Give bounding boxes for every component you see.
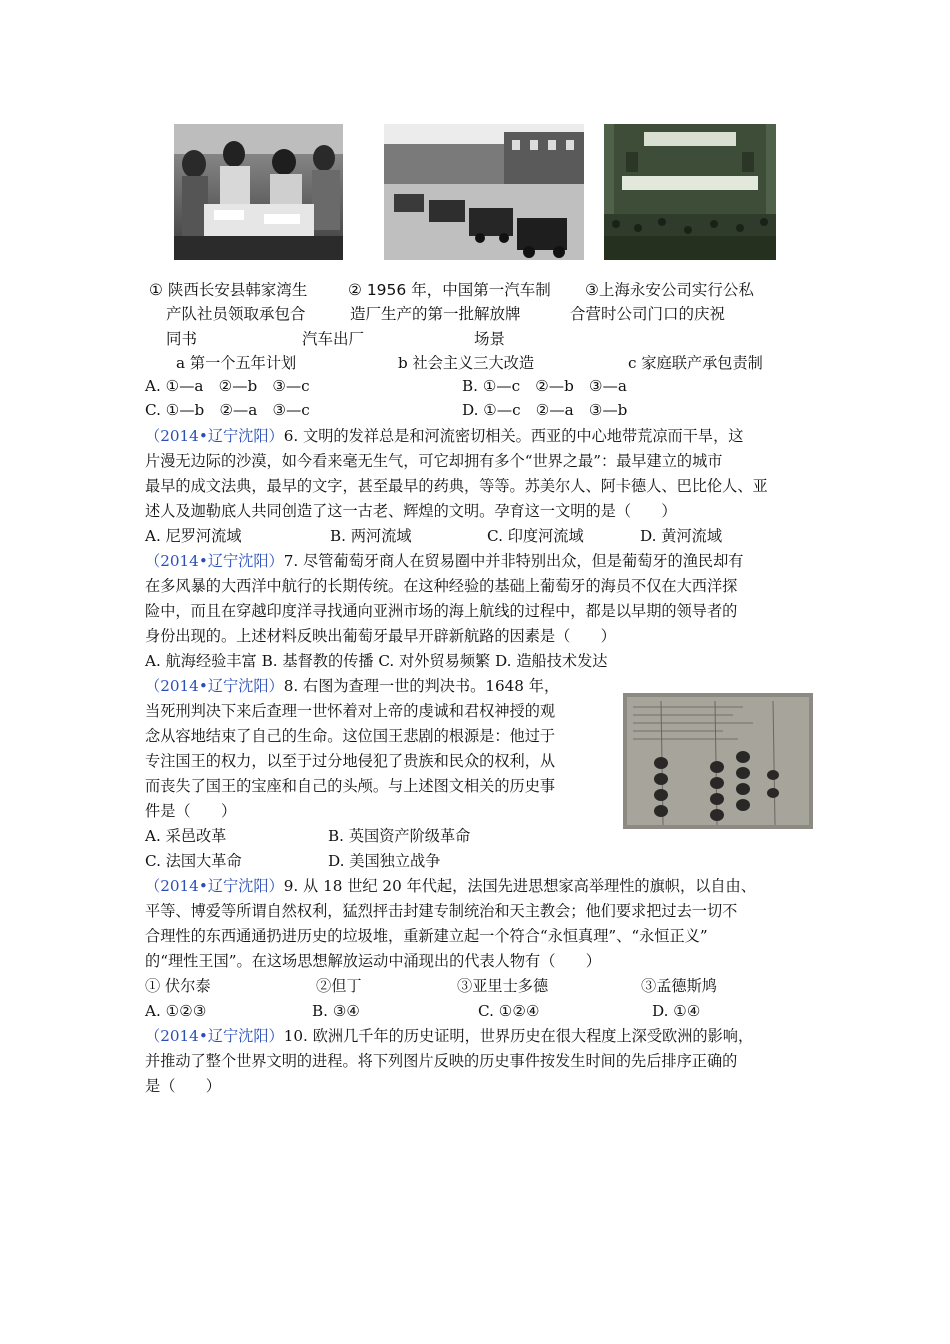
- q10-source: （2014•辽宁沈阳）: [145, 1027, 284, 1045]
- q9-option-a[interactable]: A. ①②③: [145, 1002, 207, 1020]
- q6-line-3: 最早的成文法典，最早的文字，甚至最早的药典，等等。苏美尔人、阿卡德人、巴比伦人、亚: [145, 477, 768, 495]
- q7-source: （2014•辽宁沈阳）: [145, 552, 284, 570]
- q7-options[interactable]: A. 航海经验丰富 B. 基督教的传播 C. 对外贸易频繁 D. 造船技术发达: [145, 652, 608, 670]
- q7-text-1: 7. 尽管葡萄牙商人在贸易圈中并非特别出众，但是葡萄牙的渔民却有: [283, 552, 744, 570]
- q6-line-1: [145, 424, 744, 448]
- q10-line-1: [145, 1024, 753, 1048]
- q6-option-a[interactable]: A. 尼罗河流域: [145, 527, 242, 545]
- photo-death-warrant: [623, 693, 813, 829]
- q8-option-b[interactable]: B. 英国资产阶级革命: [328, 827, 471, 845]
- photo-wingon-celebration: [604, 124, 776, 260]
- photo-contract-signing: [174, 124, 343, 260]
- q9-option-d[interactable]: D. ①④: [652, 1002, 701, 1020]
- q9-line-2: 平等、博爱等所谓自然权利，猛烈抨击封建专制统治和天主教会；他们要求把过去一切不: [145, 902, 738, 920]
- q8-line-5: 而丧失了国王的宝座和自己的头颅。与上述图文相关的历史事: [145, 777, 556, 795]
- q5-option-a[interactable]: A. ①—a ②—b ③—c: [145, 377, 310, 395]
- q5-option-c[interactable]: C. ①—b ②—a ③—c: [145, 401, 310, 419]
- q6-source: （2014•辽宁沈阳）: [145, 427, 284, 445]
- photo2-caption-line1: ② 1956 年，中国第一汽车制: [348, 281, 551, 299]
- q9-line-1: [145, 874, 756, 898]
- q9-source: （2014•辽宁沈阳）: [145, 877, 284, 895]
- q8-line-4: 专注国王的权力，以至于过分地侵犯了贵族和民众的权利，从: [145, 752, 556, 770]
- photo3-caption-line1: ③上海永安公司实行公私: [585, 281, 754, 299]
- q10-text-1: 10. 欧洲几千年的历史证明，世界历史在很大程度上深受欧洲的影响，: [283, 1027, 754, 1045]
- q9-person-1: ① 伏尔泰: [145, 977, 211, 995]
- q9-person-4: ③孟德斯鸠: [641, 977, 717, 995]
- q10-line-3: 是（ ）: [145, 1077, 221, 1095]
- q7-line-4: 身份出现的。上述材料反映出葡萄牙最早开辟新航路的因素是（ ）: [145, 627, 616, 645]
- q9-person-3: ③亚里士多德: [457, 977, 549, 995]
- q6-option-c[interactable]: C. 印度河流域: [487, 527, 584, 545]
- q8-option-d[interactable]: D. 美国独立战争: [328, 852, 441, 870]
- photo3-caption-line2: 合营时公司门口的庆祝: [570, 305, 726, 323]
- q8-line-6: 件是（ ）: [145, 802, 237, 820]
- q5-label-a: a 第一个五年计划: [176, 354, 297, 372]
- photo1-caption-line3: 同书: [166, 330, 198, 348]
- q7-line-1: [145, 549, 744, 573]
- q7-line-3: 险中，而且在穿越印度洋寻找通向亚洲市场的海上航线的过程中，都是以早期的领导者的: [145, 602, 738, 620]
- q5-option-b[interactable]: B. ①—c ②—b ③—a: [462, 377, 627, 395]
- photo1-caption-line1: ① 陕西长安县韩家湾生: [149, 281, 308, 299]
- q6-option-b[interactable]: B. 两河流域: [330, 527, 412, 545]
- q9-option-c[interactable]: C. ①②④: [478, 1002, 540, 1020]
- photo2-caption-line2: 造厂生产的第一批解放牌: [350, 305, 521, 323]
- q9-line-3: 合理性的东西通通扔进历史的垃圾堆，重新建立起一个符合“永恒真理”、“永恒正义”: [145, 927, 708, 945]
- q8-option-a[interactable]: A. 采邑改革: [145, 827, 227, 845]
- q6-line-2: 片漫无边际的沙漠，如今看来毫无生气，可它却拥有多个“世界之最”：最早建立的城市: [145, 452, 723, 470]
- q8-option-c[interactable]: C. 法国大革命: [145, 852, 242, 870]
- q6-option-d[interactable]: D. 黄河流域: [640, 527, 723, 545]
- q9-text-1: 9. 从 18 世纪 20 年代起，法国先进思想家高举理性的旗帜，以自由、: [283, 877, 756, 895]
- q6-text-1: 6. 文明的发祥总是和河流密切相关。西亚的中心地带荒凉而干旱，这: [283, 427, 744, 445]
- q5-label-b: b 社会主义三大改造: [398, 354, 535, 372]
- q8-line-3: 念从容地结束了自己的生命。这位国王悲剧的根源是：他过于: [145, 727, 556, 745]
- q9-option-b[interactable]: B. ③④: [312, 1002, 361, 1020]
- q6-line-4: 述人及迦勒底人共同创造了这一古老、辉煌的文明。孕育这一文明的是（ ）: [145, 502, 677, 520]
- photo-jiefang-trucks: [384, 124, 584, 260]
- q9-line-4: 的“理性王国”。在这场思想解放运动中涌现出的代表人物有（ ）: [145, 952, 601, 970]
- q8-line-1: [145, 674, 559, 698]
- photo2-caption-line3: 汽车出厂: [302, 330, 365, 348]
- q8-source: （2014•辽宁沈阳）: [145, 677, 284, 695]
- q10-line-2: 并推动了整个世界文明的进程。将下列图片反映的历史事件按发生时间的先后排序正确的: [145, 1052, 738, 1070]
- q5-label-c: c 家庭联产承包责制: [628, 354, 763, 372]
- photo3-caption-line3: 场景: [474, 330, 506, 348]
- q8-text-1: 8. 右图为查理一世的判决书。1648 年，: [283, 677, 560, 695]
- q8-line-2: 当死刑判决下来后查理一世怀着对上帝的虔诚和君权神授的观: [145, 702, 556, 720]
- q9-person-2: ②但丁: [316, 977, 362, 995]
- q5-option-d[interactable]: D. ①—c ②—a ③—b: [462, 401, 628, 419]
- q7-line-2: 在多风暴的大西洋中航行的长期传统。在这种经验的基础上葡萄牙的海员不仅在大西洋探: [145, 577, 738, 595]
- photo1-caption-line2: 产队社员领取承包合: [166, 305, 306, 323]
